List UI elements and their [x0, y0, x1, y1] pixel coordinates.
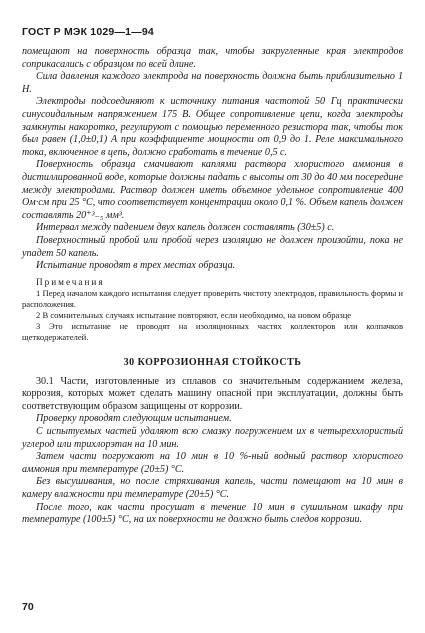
standard-header: ГОСТ Р МЭК 1029—1—94 — [22, 26, 154, 38]
paragraph-30-1: 30.1 Части, изготовленные из сплавов со значительным содержанием железа, коррозия, которых может сделать машину опасной при эксплуатации, должны быть соответствующим образом защищены от коррозии. — [22, 375, 403, 412]
paragraph: Сила давления каждого электрода на поверхность должна быть приблизительно 1 Н. — [22, 71, 403, 95]
paragraph: помещают на поверхность образца так, чтобы закругленные края электродов соприкасались с образцом по всей длине. — [22, 46, 403, 70]
page-number: 70 — [22, 601, 34, 613]
note-item: 2 В сомнительных случаях испытание повторяют, если необходимо, на новом образце — [36, 309, 352, 320]
paragraph: Поверхностный пробой или пробой через изоляцию не должен произойти, пока не упадет 50 капель. — [22, 234, 403, 259]
note-item: 1 Перед началом каждого испытания следует проверить чистоту электродов, правильность формы и расположения. — [22, 287, 403, 309]
paragraph: Испытание проводят в трех местах образца. — [36, 260, 236, 272]
paragraph: Электроды подсоединяют к источнику питания частотой 50 Гц практически синусоидальным напряжением 175 В. Общее сопротивление цепи, когда электроды замкнуты накоротко, регулируют с помощью переменного резистора так, чтобы ток был равен (1,0±0,1) А при коэффициенте мощности от 0,9 до 1. Реле максимального тока, включенное в цепь, должно сработать в течение 0,5 с. — [22, 96, 403, 158]
paragraph: С испытуемых частей удаляют всю смазку погружением их в четыреххлористый углерод или трихлорэтан на 10 мин. — [22, 426, 403, 450]
paragraph: Поверхность образца смачивают каплями раствора хлористого аммония в дистиллированной воде, которые должны падать с высоты от 30 до 40 мм посередине между электродами. Раствор должен иметь объемное удельное сопротивление 400 Ом·см при 25 °С, что соответствует концентрации около 0,1 %. Объем капель должен составлять 20⁺³₋₅ мм³. — [22, 159, 403, 221]
note-item: 3 Это испытание не проводят на изоляционных частях коллекторов или колпачков щеткодержателей. — [22, 320, 403, 342]
paragraph: Затем части погружают на 10 мин в 10 %-ный водный раствор хлористого аммония при температуре (20±5) °С. — [22, 451, 403, 475]
paragraph: После того, как части просушат в течение 10 мин в сушильном шкафу при температуре (100±5) °С, на их поверхности не должно быть следов коррозии. — [22, 501, 403, 526]
notes-title: Примечания — [36, 276, 105, 287]
paragraph: Без высушивания, но после стряхивания капель, части помещают на 10 мин в камеру влажности при температуре (20±5) °С. — [22, 476, 403, 501]
section-title: 30 КОРРОЗИОННАЯ СТОЙКОСТЬ — [123, 356, 302, 368]
paragraph: Проверку проводят следующим испытанием. — [36, 413, 232, 425]
paragraph: Интервал между падением двух капель должен составлять (30±5) с. — [36, 222, 335, 234]
